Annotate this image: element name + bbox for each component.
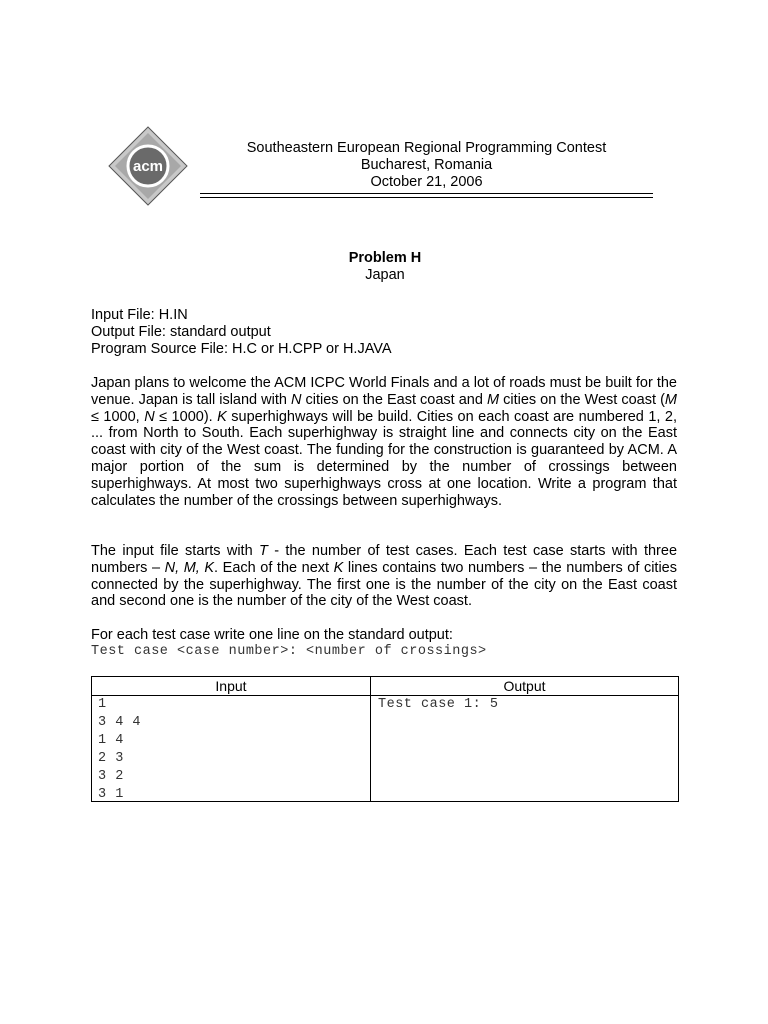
output-description	[91, 627, 677, 661]
var-n: N	[290, 391, 302, 408]
sample-input-line: 1	[98, 697, 107, 712]
text-span: lines contains two numbers – the numbers of cities connected by the superhighway. The first one is the number of the city on the East coast and second one is the number of the city of the West coast.	[91, 559, 677, 610]
logo-text: acm	[132, 158, 164, 175]
sample-output-line: Test case 1: 5	[378, 697, 499, 712]
problem-title	[91, 250, 679, 284]
sample-input-column	[92, 677, 371, 801]
sample-input-line: 2 3	[98, 751, 124, 766]
header-divider-thin	[200, 197, 653, 198]
var-m: M	[486, 391, 500, 408]
text-span: Japan plans to welcome the ACM ICPC World Finals and a lot of roads must be built for the venue. Japan is tall island with	[91, 375, 677, 408]
var-m: M	[664, 391, 677, 408]
input-file: Input File: H.IN	[91, 307, 188, 323]
text-span: . Each of the next	[214, 559, 334, 576]
header-divider	[200, 193, 653, 194]
contest-name: Southeastern European Regional Programming Contest	[246, 140, 607, 156]
sample-input-line: 1 4	[98, 733, 124, 748]
sample-input-line: 3 2	[98, 769, 124, 784]
sample-input-lines	[92, 696, 370, 804]
var-nmk: N, M, K	[164, 559, 215, 576]
sample-input-line: 3 1	[98, 787, 124, 802]
sample-output-header: Output	[371, 677, 678, 696]
sample-output-lines	[371, 696, 678, 714]
output-instruction: For each test case write one line on the standard output:	[91, 627, 453, 643]
sample-table	[91, 676, 679, 802]
text-span: The input file starts with	[91, 543, 259, 559]
problem-label: Problem H	[348, 250, 422, 266]
var-n: N	[144, 408, 155, 425]
input-description	[91, 543, 677, 610]
contest-location: Bucharest, Romania	[360, 157, 493, 173]
acm-logo	[108, 126, 188, 206]
text-span: ≤ 1000).	[154, 408, 218, 425]
output-format: Test case <case number>: <number of crossings>	[91, 643, 487, 659]
file-info	[91, 307, 677, 357]
sample-input-line: 3 4 4	[98, 715, 142, 730]
source-file: Program Source File: H.C or H.CPP or H.JAVA	[91, 340, 392, 357]
sample-output-column	[371, 677, 678, 801]
sample-input-header: Input	[92, 677, 370, 696]
contest-header	[200, 140, 653, 191]
var-t: T	[259, 543, 268, 559]
text-span: ≤ 1000,	[91, 408, 145, 425]
output-file: Output File: standard output	[91, 323, 271, 340]
var-k: K	[333, 559, 344, 576]
text-span: cities on the East coast and	[301, 391, 487, 408]
problem-name: Japan	[365, 267, 405, 283]
text-span: cities on the West coast (	[499, 391, 665, 408]
text-span: superhighways will be build. Cities on each coast are numbered 1, 2, ... from North to South. Each superhighway is straight line and connects city on the East coast with city of the West coast. The funding for the construction is guaranteed by ACM. A major portion of the sum is determined by the number of crossings between superhighways. At most two superhighways cross at one location. Write a program that calculates the number of the crossings between superhighways.	[91, 408, 677, 509]
text-span: - the number of test cases. Each test case starts with three numbers –	[91, 543, 678, 576]
var-k: K	[217, 408, 227, 425]
problem-description	[91, 375, 677, 509]
contest-date: October 21, 2006	[370, 174, 483, 190]
